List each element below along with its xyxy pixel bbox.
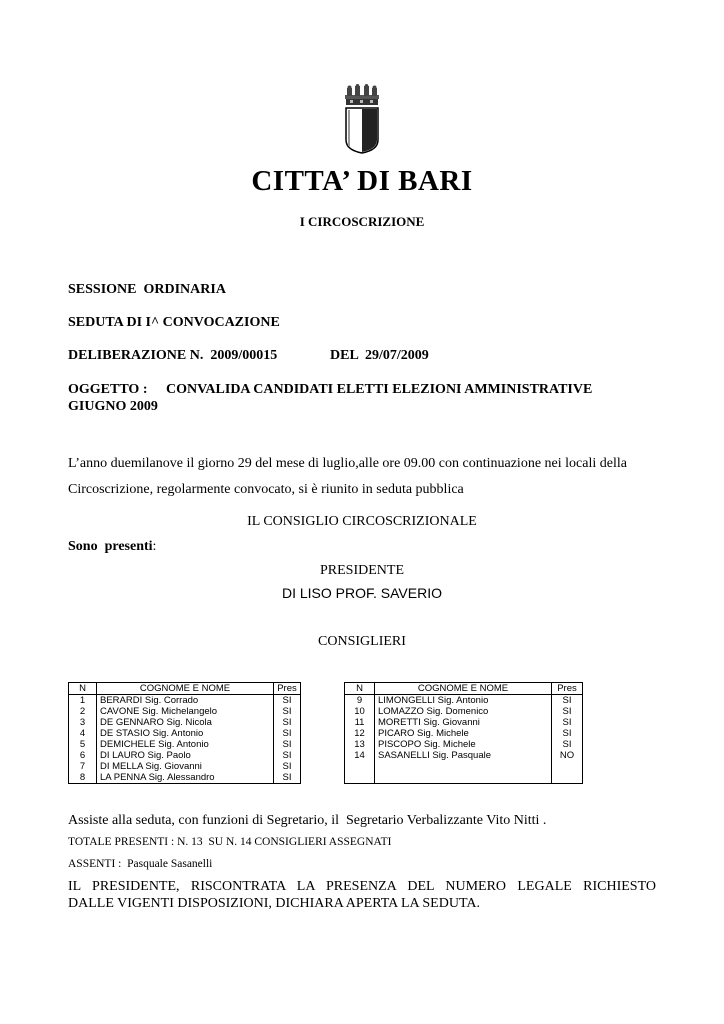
member-number: 13 <box>345 739 375 750</box>
member-number: 12 <box>345 728 375 739</box>
table-header-row <box>69 683 301 695</box>
member-name: DE STASIO Sig. Antonio <box>97 728 274 739</box>
members-table-left <box>68 682 301 784</box>
member-number: 3 <box>69 717 97 728</box>
presenti-label <box>68 539 156 555</box>
presidente-label: PRESIDENTE <box>320 563 404 578</box>
member-number: 6 <box>69 750 97 761</box>
consiglieri-label: CONSIGLIERI <box>318 634 406 649</box>
table-row <box>345 717 583 728</box>
city-title: CITTA’ DI BARI <box>251 165 473 197</box>
oggetto-label: OGGETTO : <box>68 382 148 397</box>
table-row <box>69 695 301 707</box>
member-presence: SI <box>552 717 583 728</box>
member-number <box>345 761 375 772</box>
member-number: 10 <box>345 706 375 717</box>
member-number <box>345 772 375 784</box>
deliberazione-date: DEL 29/07/2009 <box>330 348 429 363</box>
member-name: DI LAURO Sig. Paolo <box>97 750 274 761</box>
member-presence <box>552 772 583 784</box>
col-header-pres: Pres <box>552 683 583 695</box>
col-header-name: COGNOME E NOME <box>375 683 552 695</box>
member-name <box>375 761 552 772</box>
members-table-right <box>344 682 583 784</box>
member-presence: SI <box>552 706 583 717</box>
member-name: DEMICHELE Sig. Antonio <box>97 739 274 750</box>
intro-paragraph-line: Circoscrizione, regolarmente convocato, si è riunito in seduta pubblica <box>68 482 464 497</box>
oggetto-text-continued: GIUGNO 2009 <box>68 399 158 414</box>
sessione-label: SESSIONE ORDINARIA <box>68 282 226 297</box>
member-presence: SI <box>274 739 301 750</box>
col-header-n: N <box>69 683 97 695</box>
table-row <box>69 761 301 772</box>
presenti-label-text: Sono presenti <box>68 539 153 554</box>
table-row <box>345 750 583 761</box>
member-number: 8 <box>69 772 97 784</box>
table-row <box>69 706 301 717</box>
table-row <box>69 717 301 728</box>
deliberazione-number: DELIBERAZIONE N. 2009/00015 <box>68 348 278 363</box>
table-row <box>69 728 301 739</box>
table-row <box>69 750 301 761</box>
seduta-label: SEDUTA DI I^ CONVOCAZIONE <box>68 315 280 330</box>
member-presence: SI <box>274 772 301 784</box>
table-row <box>345 772 583 784</box>
member-presence: NO <box>552 750 583 761</box>
member-number: 9 <box>345 695 375 707</box>
table-row <box>345 706 583 717</box>
closing-statement-line: IL PRESIDENTE, RISCONTRATA LA PRESENZA DEL NUMERO LEGALE RICHIESTO <box>68 879 656 894</box>
member-presence: SI <box>274 695 301 707</box>
col-header-pres: Pres <box>274 683 301 695</box>
presenti-colon: : <box>152 539 157 554</box>
table-row <box>69 739 301 750</box>
member-name: DE GENNARO Sig. Nicola <box>97 717 274 728</box>
member-number: 14 <box>345 750 375 761</box>
member-presence: SI <box>274 717 301 728</box>
member-number: 4 <box>69 728 97 739</box>
member-name: PICARO Sig. Michele <box>375 728 552 739</box>
member-presence: SI <box>274 728 301 739</box>
table-row <box>69 772 301 784</box>
member-presence: SI <box>274 761 301 772</box>
consiglio-heading: IL CONSIGLIO CIRCOSCRIZIONALE <box>247 514 477 529</box>
member-name: PISCOPO Sig. Michele <box>375 739 552 750</box>
member-number: 5 <box>69 739 97 750</box>
table-row <box>345 728 583 739</box>
intro-paragraph-line: L’anno duemilanove il giorno 29 del mese di luglio,alle ore 09.00 con continuazione nei locali della <box>68 456 627 471</box>
member-number: 2 <box>69 706 97 717</box>
member-presence: SI <box>552 739 583 750</box>
member-name <box>375 772 552 784</box>
member-presence: SI <box>552 728 583 739</box>
member-name: MORETTI Sig. Giovanni <box>375 717 552 728</box>
member-presence: SI <box>274 706 301 717</box>
table-row <box>345 761 583 772</box>
member-presence: SI <box>552 695 583 707</box>
col-header-n: N <box>345 683 375 695</box>
member-presence <box>552 761 583 772</box>
presidente-name: DI LISO PROF. SAVERIO <box>281 585 442 601</box>
table-row <box>345 695 583 707</box>
member-number: 11 <box>345 717 375 728</box>
circoscrizione-title: I CIRCOSCRIZIONE <box>299 214 425 229</box>
member-name: BERARDI Sig. Corrado <box>97 695 274 707</box>
member-name: LA PENNA Sig. Alessandro <box>97 772 274 784</box>
member-presence: SI <box>274 750 301 761</box>
member-name: LIMONGELLI Sig. Antonio <box>375 695 552 707</box>
member-name: SASANELLI Sig. Pasquale <box>375 750 552 761</box>
member-number: 1 <box>69 695 97 707</box>
member-number: 7 <box>69 761 97 772</box>
segretario-statement: Assiste alla seduta, con funzioni di Segretario, il Segretario Verbalizzante Vito Nitti . <box>68 813 547 828</box>
member-name: DI MELLA Sig. Giovanni <box>97 761 274 772</box>
closing-statement-line: DALLE VIGENTI DISPOSIZIONI, DICHIARA APERTA LA SEDUTA. <box>68 896 480 911</box>
table-header-row <box>345 683 583 695</box>
assenti-line: ASSENTI : Pasquale Sasanelli <box>68 858 213 870</box>
col-header-name: COGNOME E NOME <box>97 683 274 695</box>
oggetto-text: CONVALIDA CANDIDATI ELETTI ELEZIONI AMMINISTRATIVE <box>166 382 593 397</box>
member-name: LOMAZZO Sig. Domenico <box>375 706 552 717</box>
member-name: CAVONE Sig. Michelangelo <box>97 706 274 717</box>
city-crest-icon <box>340 84 384 154</box>
table-row <box>345 739 583 750</box>
totale-presenti: TOTALE PRESENTI : N. 13 SU N. 14 CONSIGLIERI ASSEGNATI <box>68 836 392 848</box>
